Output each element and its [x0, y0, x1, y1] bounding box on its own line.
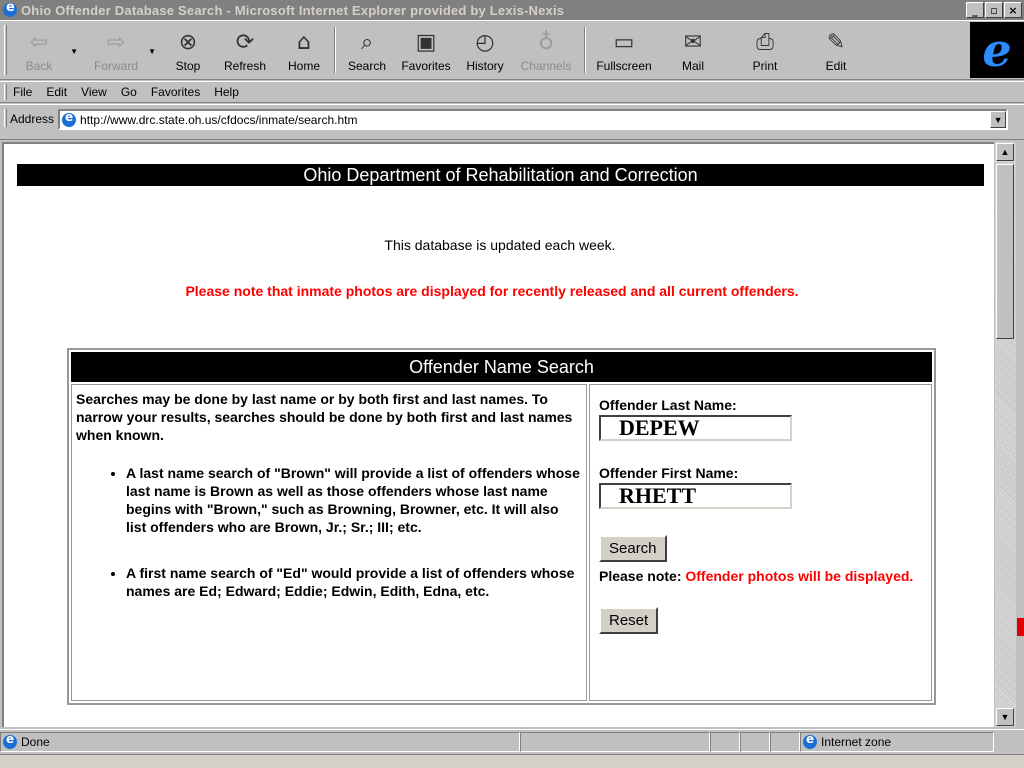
address-dropdown-icon[interactable]: ▼ [990, 111, 1006, 128]
ie-app-icon[interactable] [3, 3, 17, 17]
print-icon: ⎙ [756, 30, 774, 55]
search-form [589, 384, 932, 701]
mail-label: Mail [681, 59, 704, 73]
addressbar-grip[interactable] [4, 109, 7, 127]
menu-edit[interactable]: Edit [46, 85, 68, 99]
channels-button[interactable] [512, 21, 580, 79]
forward-dropdown-icon[interactable]: ▼ [148, 47, 156, 56]
back-button[interactable] [10, 21, 78, 79]
search-button[interactable]: Search [599, 535, 667, 562]
menu-file[interactable]: File [13, 85, 33, 99]
status-pane [740, 732, 770, 752]
fullscreen-icon: ▭ [613, 30, 635, 55]
photo-display-note [599, 566, 922, 587]
zone-text: Internet zone [821, 734, 892, 749]
channels-icon: ♁ [537, 30, 555, 55]
edit-label: Edit [825, 59, 847, 73]
history-icon: ◴ [475, 30, 495, 55]
offender-search-table [67, 348, 936, 705]
toolbar-separator [334, 27, 336, 73]
fullscreen-button[interactable] [590, 21, 658, 79]
status-bar [0, 729, 1024, 753]
menu-favorites[interactable]: Favorites [150, 85, 201, 99]
print-button[interactable] [744, 21, 786, 79]
stop-button[interactable] [164, 21, 212, 79]
home-label: Home [287, 59, 320, 73]
search-intro: Searches may be done by last name or by both first and last names. To narrow your results, searches should be done by both first and last names when known. [76, 391, 573, 443]
home-button[interactable] [278, 21, 330, 79]
first-name-label: Offender First Name: [599, 465, 739, 481]
search-toolbar-label: Search [347, 59, 387, 73]
favorites-label: Favorites [401, 59, 451, 73]
toolbar-grip[interactable] [4, 25, 7, 75]
forward-arrow-icon: ⇨ [106, 30, 126, 55]
search-table-header: Offender Name Search [71, 352, 932, 382]
address-input[interactable] [58, 109, 1008, 130]
forward-label: Forward [93, 59, 138, 73]
search-icon: ⌕ [360, 30, 374, 55]
first-name-input[interactable] [599, 483, 792, 509]
fullscreen-label: Fullscreen [596, 59, 652, 73]
window-controls [966, 2, 1022, 18]
last-name-input[interactable] [599, 415, 792, 441]
forward-button[interactable] [86, 21, 156, 79]
back-label: Back [25, 59, 53, 73]
status-pane [770, 732, 800, 752]
menu-go[interactable]: Go [120, 85, 137, 99]
reset-button[interactable]: Reset [599, 607, 658, 634]
page-viewport [2, 142, 994, 727]
favorites-button[interactable] [394, 21, 458, 79]
note-prefix: Please note: [599, 568, 682, 584]
search-examples-list [126, 464, 582, 600]
edit-button[interactable] [816, 21, 856, 79]
ie-logo-icon: e [970, 22, 1024, 78]
scroll-down-icon[interactable]: ▼ [996, 708, 1014, 726]
back-arrow-icon: ⇦ [29, 30, 49, 55]
history-label: History [466, 59, 504, 73]
last-name-label: Offender Last Name: [599, 397, 737, 413]
edit-icon: ✎ [826, 30, 846, 55]
status-progress-pane [520, 732, 710, 752]
edge-marker [1017, 618, 1024, 636]
print-label: Print [752, 59, 778, 73]
scroll-thumb[interactable] [996, 164, 1014, 339]
list-item: • A first name search of "Ed" would provide a list of offenders whose names are Ed; Edward; Eddie; Edwin, Edith, Edna, etc. [126, 564, 582, 600]
history-button[interactable] [458, 21, 512, 79]
stop-icon: ⊗ [178, 30, 198, 55]
vertical-scrollbar[interactable] [995, 142, 1016, 727]
list-item: • A last name search of "Brown" will provide a list of offenders whose last name is Brown as well as those offenders whose last name begins with "Brown," such as Browning, Browner, etc. It will also list offenders who are Brown, Jr.; Sr.; III; etc. [126, 464, 582, 536]
window-title-bar[interactable] [0, 0, 1024, 20]
update-note: This database is updated each week. [384, 237, 616, 253]
taskbar-edge [0, 754, 1024, 768]
mail-button[interactable] [672, 21, 714, 79]
mail-icon: ✉ [683, 30, 703, 55]
status-main-pane [0, 732, 520, 752]
back-dropdown-icon[interactable]: ▼ [70, 47, 78, 56]
standard-toolbar [0, 20, 1024, 80]
search-toolbar-button[interactable] [340, 21, 394, 79]
page-icon [62, 113, 76, 127]
page-title: Ohio Department of Rehabilitation and Correction [17, 164, 984, 186]
address-bar [0, 104, 1024, 140]
toolbar-separator [584, 27, 586, 73]
home-icon: ⌂ [297, 30, 311, 55]
maximize-button[interactable]: ▫ [985, 2, 1003, 18]
favorites-icon: ▣ [415, 30, 437, 55]
status-zone-pane [800, 732, 994, 752]
menu-view[interactable]: View [81, 85, 107, 99]
channels-label: Channels [520, 59, 572, 73]
menu-bar [0, 81, 1024, 103]
refresh-button[interactable] [212, 21, 278, 79]
menu-help[interactable]: Help [214, 85, 239, 99]
close-button[interactable]: × [1004, 2, 1022, 18]
refresh-label: Refresh [223, 59, 267, 73]
address-label: Address [10, 112, 55, 126]
menubar-grip[interactable] [4, 84, 7, 100]
photo-note: Please note that inmate photos are displayed for recently released and all current offenders. [185, 283, 799, 299]
internet-zone-icon [803, 735, 817, 749]
stop-label: Stop [175, 59, 201, 73]
address-url[interactable]: http://www.drc.state.oh.us/cfdocs/inmate/search.htm [80, 112, 358, 127]
page-status-icon [3, 735, 17, 749]
window-title: Ohio Offender Database Search - Microsoft Internet Explorer provided by Lexis-Nexis [21, 2, 565, 18]
scroll-up-icon[interactable]: ▲ [996, 143, 1014, 161]
refresh-icon: ⟳ [235, 30, 255, 55]
status-text: Done [21, 734, 50, 749]
minimize-button[interactable]: _ [966, 2, 984, 18]
note-text: Offender photos will be displayed. [685, 568, 914, 584]
status-pane [710, 732, 740, 752]
search-instructions [71, 384, 587, 701]
